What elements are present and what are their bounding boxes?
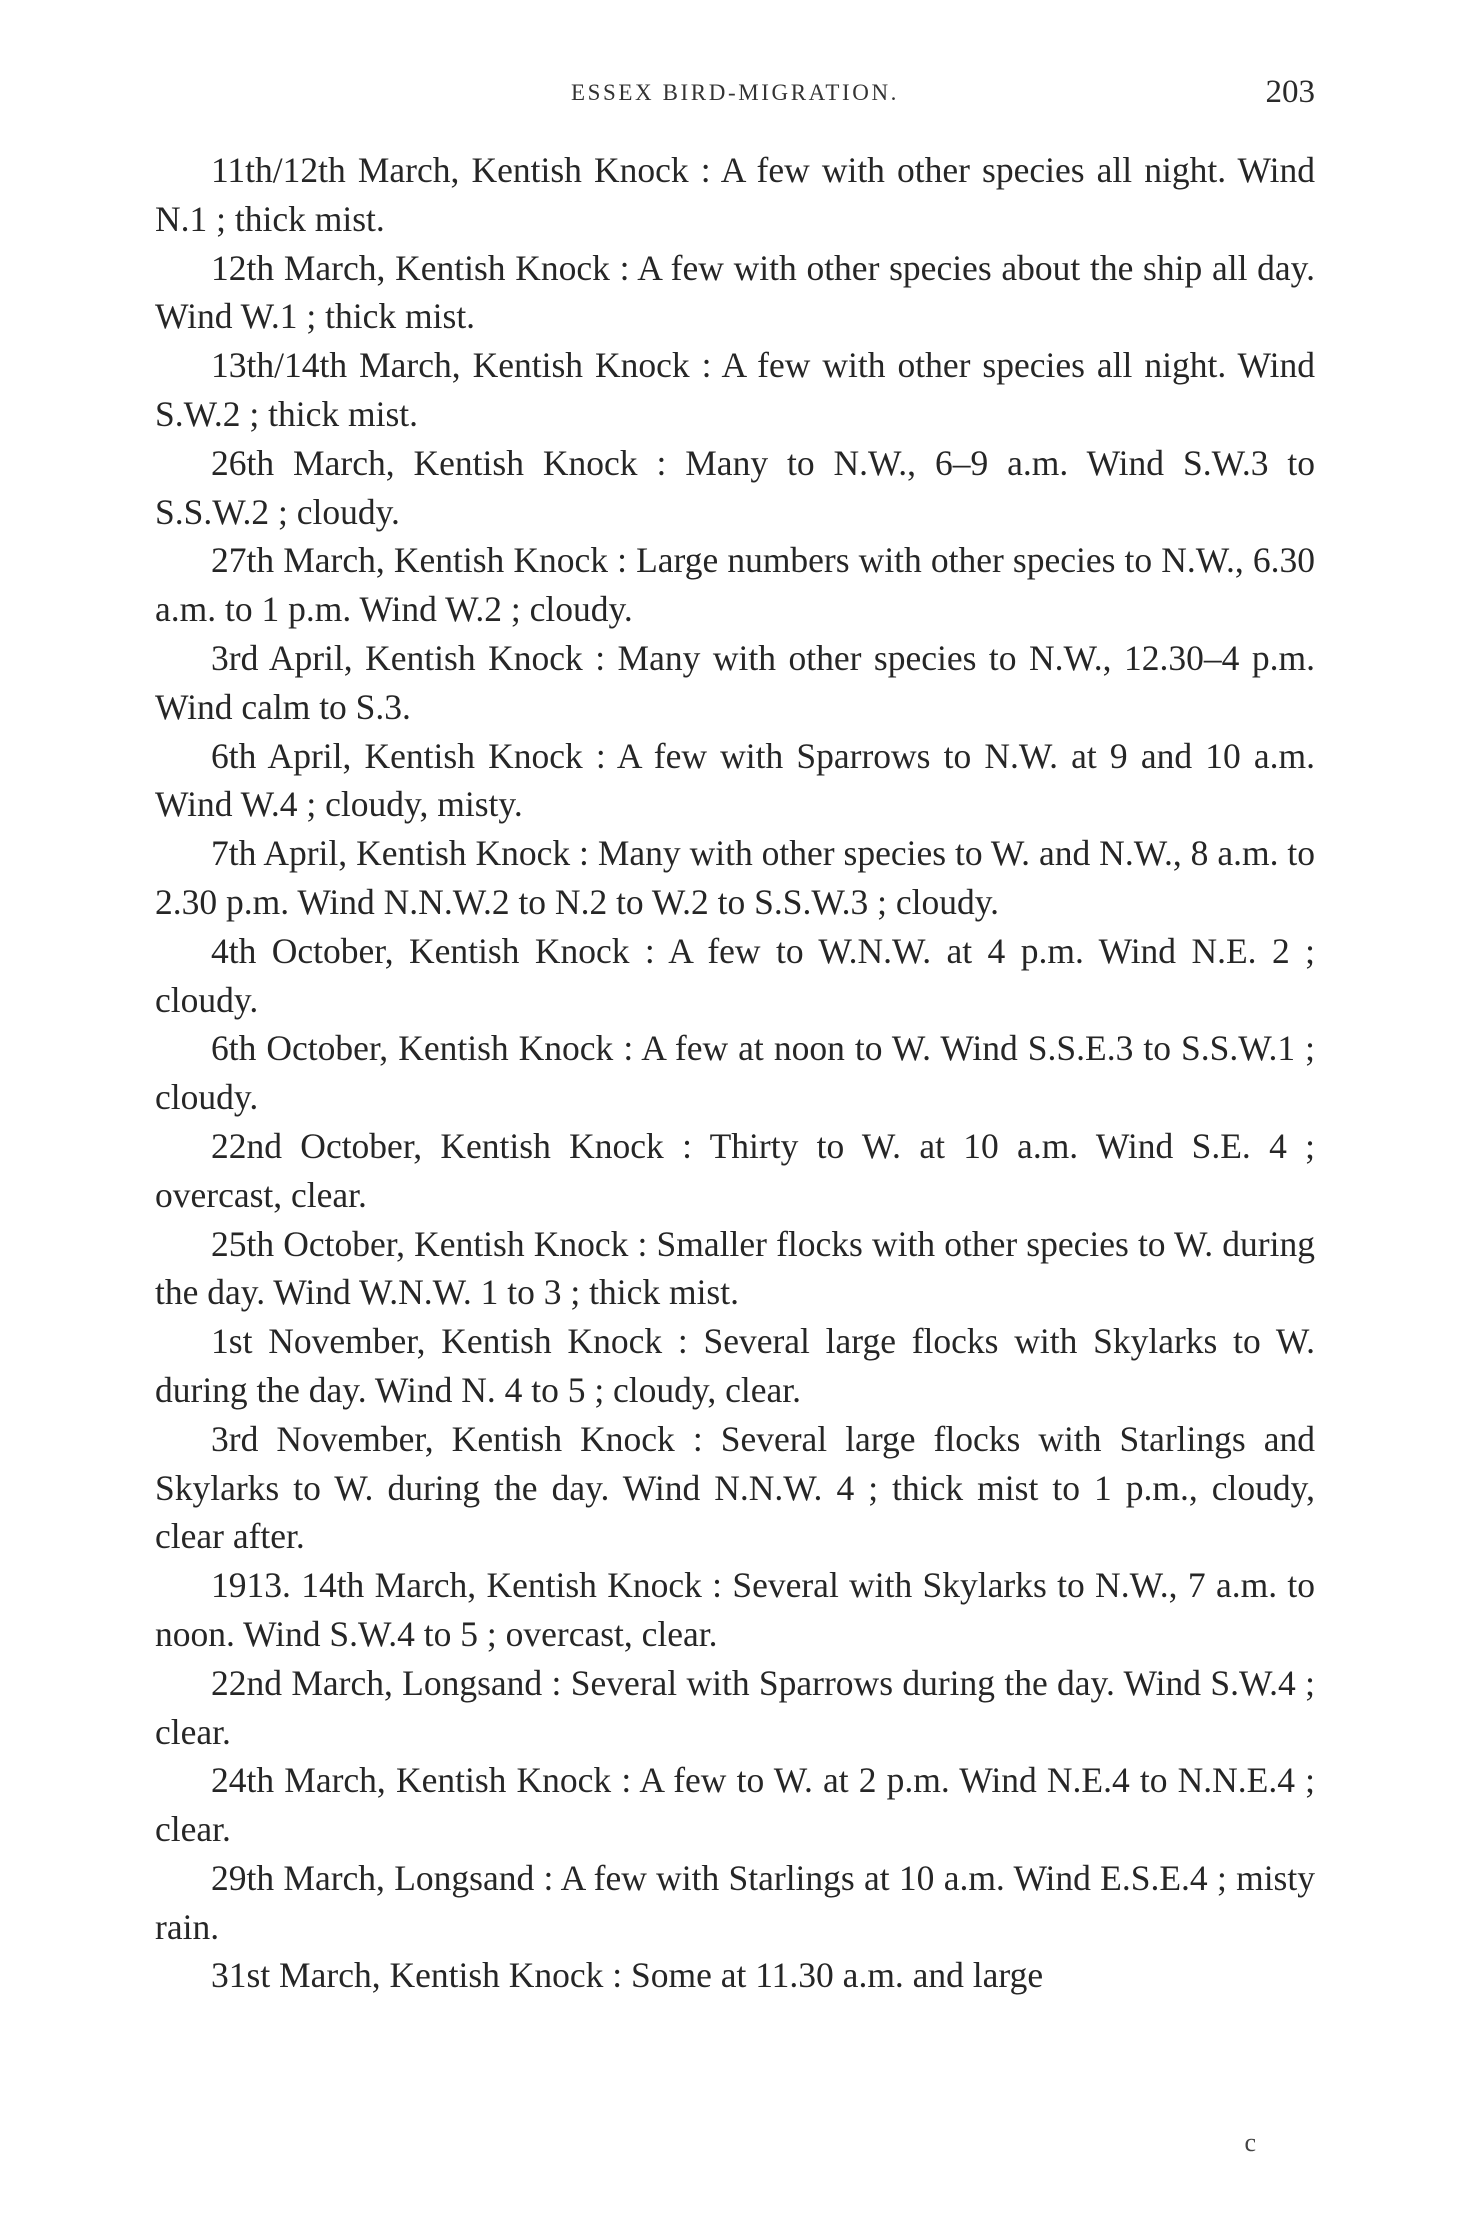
signature-mark: c <box>1244 2128 1256 2157</box>
migration-entry: 3rd April, Kentish Knock : Many with other species to N.W., 12.30–4 p.m. Wind calm to S.3. <box>155 637 1315 727</box>
migration-entry: 3rd November, Kentish Knock : Several large flocks with Starlings and Skylarks to W. during the day. Wind N.N.W. 4 ; thick mist to 1 p.m., cloudy, clear after. <box>155 1418 1315 1557</box>
migration-entry: 31st March, Kentish Knock : Some at 11.30 a.m. and large <box>211 1955 1044 1996</box>
migration-entry: 1st November, Kentish Knock : Several large flocks with Skylarks to W. during the day. Wind N. 4 to 5 ; cloudy, clear. <box>155 1321 1315 1410</box>
migration-entry: 6th April, Kentish Knock : A few with Sparrows to N.W. at 9 and 10 a.m. Wind W.4 ; cloudy, misty. <box>155 735 1315 825</box>
running-head: ESSEX BIRD-MIGRATION. <box>570 80 900 105</box>
migration-entry: 1913. 14th March, Kentish Knock : Several with Skylarks to N.W., 7 a.m. to noon. Wind S.W.4 to 5 ; overcast, clear. <box>155 1565 1315 1654</box>
migration-entry: 7th April, Kentish Knock : Many with other species to W. and N.W., 8 a.m. to 2.30 p.m. Wind N.N.W.2 to N.2 to W.2 to S.S.W.3 ; cloudy. <box>155 833 1315 922</box>
migration-entry: 11th/12th March, Kentish Knock : A few with other species all night. Wind N.1 ; thick mist. <box>155 150 1315 239</box>
migration-entry: 22nd October, Kentish Knock : Thirty to W. at 10 a.m. Wind S.E. 4 ; overcast, clear. <box>155 1125 1315 1215</box>
migration-entry: 26th March, Kentish Knock : Many to N.W., 6–9 a.m. Wind S.W.3 to S.S.W.2 ; cloudy. <box>155 442 1315 532</box>
migration-entry: 6th October, Kentish Knock : A few at noon to W. Wind S.S.E.3 to S.S.W.1 ; cloudy. <box>155 1028 1315 1118</box>
migration-entry: 25th October, Kentish Knock : Smaller flocks with other species to W. during the day. Wind W.N.W. 1 to 3 ; thick mist. <box>155 1223 1315 1313</box>
migration-entry: 4th October, Kentish Knock : A few to W.N.W. at 4 p.m. Wind N.E. 2 ; cloudy. <box>155 930 1315 1020</box>
body-text <box>155 146 1315 2000</box>
migration-entry: 27th March, Kentish Knock : Large numbers with other species to N.W., 6.30 a.m. to 1 p.m. Wind W.2 ; cloudy. <box>155 540 1315 630</box>
migration-entry: 24th March, Kentish Knock : A few to W. at 2 p.m. Wind N.E.4 to N.N.E.4 ; clear. <box>155 1760 1315 1850</box>
migration-entry: 22nd March, Longsand : Several with Sparrows during the day. Wind S.W.4 ; clear. <box>155 1662 1315 1752</box>
page-number: 203 <box>1265 74 1315 110</box>
migration-entry: 12th March, Kentish Knock : A few with other species about the ship all day. Wind W.1 ; thick mist. <box>155 247 1315 337</box>
page-header <box>155 74 1315 124</box>
migration-entry: 13th/14th March, Kentish Knock : A few with other species all night. Wind S.W.2 ; thick mist. <box>155 345 1315 434</box>
migration-entry: 29th March, Longsand : A few with Starlings at 10 a.m. Wind E.S.E.4 ; misty rain. <box>155 1857 1315 1947</box>
